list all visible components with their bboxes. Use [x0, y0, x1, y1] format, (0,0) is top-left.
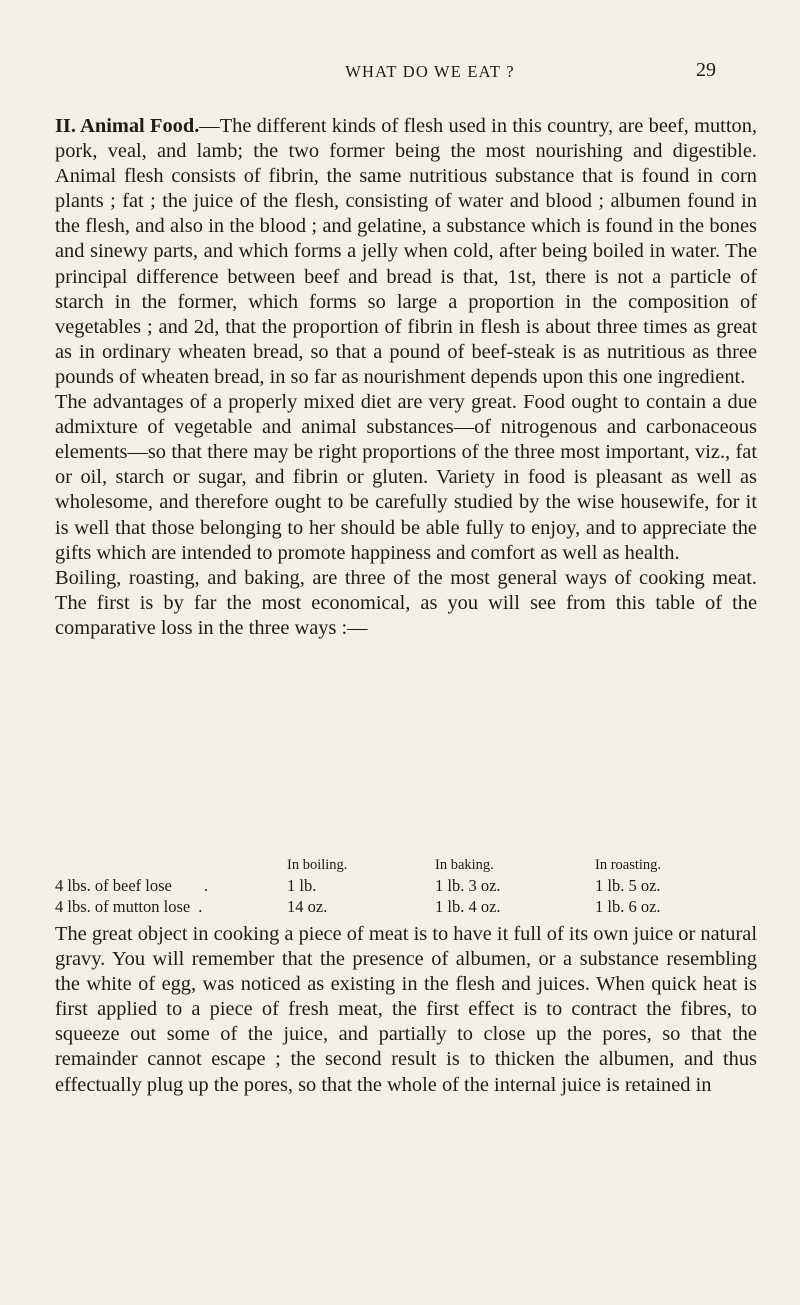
table-row [55, 875, 757, 896]
cell-roasting: 1 lb. 5 oz. [595, 875, 661, 895]
paragraph-cooking-ways: Boiling, roasting, and baking, are three of the most general ways of cooking meat. The first is by far the most economical, as you will see from this table of the comparative loss in the three ways :— [55, 566, 757, 639]
row-label: 4 lbs. of beef lose [55, 875, 172, 895]
leader-dot: . [198, 896, 203, 916]
loss-table [55, 855, 757, 917]
paragraph-mixed-diet: The advantages of a properly mixed diet are very great. Food ought to contain a due admixture of vegetable and animal substances—of nitrogenous and carbonaceous elements—so that there may be right proportions of the three most important, viz., fat or oil, starch or sugar, and fibrin or gluten. Variety in food is pleasant as well as wholesome, and therefore ought to be carefully studied by the wise housewife, for it is well that those belonging to her should be able fully to enjoy, and to appreciate the gifts which are intended to promote happiness and comfort as well as health. [55, 391, 757, 564]
running-title: WHAT DO WE EAT ? [345, 62, 515, 81]
cell-boiling: 1 lb. [287, 875, 317, 895]
page-number: 29 [696, 59, 716, 81]
cell-baking: 1 lb. 4 oz. [435, 896, 501, 916]
cell-roasting: 1 lb. 6 oz. [595, 896, 661, 916]
column-header-boiling: In boiling. [287, 856, 348, 873]
body-text [55, 114, 757, 641]
table-header-row [55, 855, 757, 875]
section-heading: II. Animal Food. [55, 115, 200, 137]
row-label: 4 lbs. of mutton lose [55, 896, 191, 916]
paragraph-animal-food [55, 114, 757, 390]
cell-boiling: 14 oz. [287, 896, 328, 916]
leader-dot: . [203, 875, 208, 895]
paragraph-text: —The different kinds of flesh used in this country, are beef, mutton, pork, veal, and lamb; the two former being the most nourishing and digestible. Animal flesh consists of fibrin, the same nutritious substance that is found in corn plants ; fat ; the juice of the flesh, consisting of water and blood ; albumen found in the flesh, and also in the blood ; and gelatine, a substance which is found in the bones and sinewy parts, and which forms a jelly when cold, after being boiled in water. The principal difference between beef and bread is that, 1st, there is not a particle of starch in the former, which forms so large a proportion in the composition of vegetables ; and 2d, that the proportion of fibrin in flesh is about three times as great as in ordinary wheaten bread, so that a pound of beef-steak is as nutritious as three pounds of wheaten bread, in so far as nourishment depends upon this one ingredient. [55, 115, 757, 388]
paragraph-cooking-object: The great object in cooking a piece of meat is to have it full of its own juice or natural gravy. You will remember that the presence of albumen, or a substance resembling the white of egg, was noticed as existing in the flesh and juices. When quick heat is first applied to a piece of fresh meat, the first effect is to contract the fibres, to squeeze out some of the juice, and partially to close up the pores, so that the remainder cannot escape ; the second result is to thicken the albumen, and thus effectually plug up the pores, so that the whole of the internal juice is retained in [55, 923, 757, 1096]
cell-baking: 1 lb. 3 oz. [435, 875, 501, 895]
column-header-roasting: In roasting. [595, 856, 662, 873]
running-head [130, 59, 730, 92]
body-text-continued [55, 922, 757, 1098]
column-header-baking: In baking. [435, 856, 494, 873]
table-row [55, 896, 757, 917]
loss-table-wrap [55, 855, 757, 917]
